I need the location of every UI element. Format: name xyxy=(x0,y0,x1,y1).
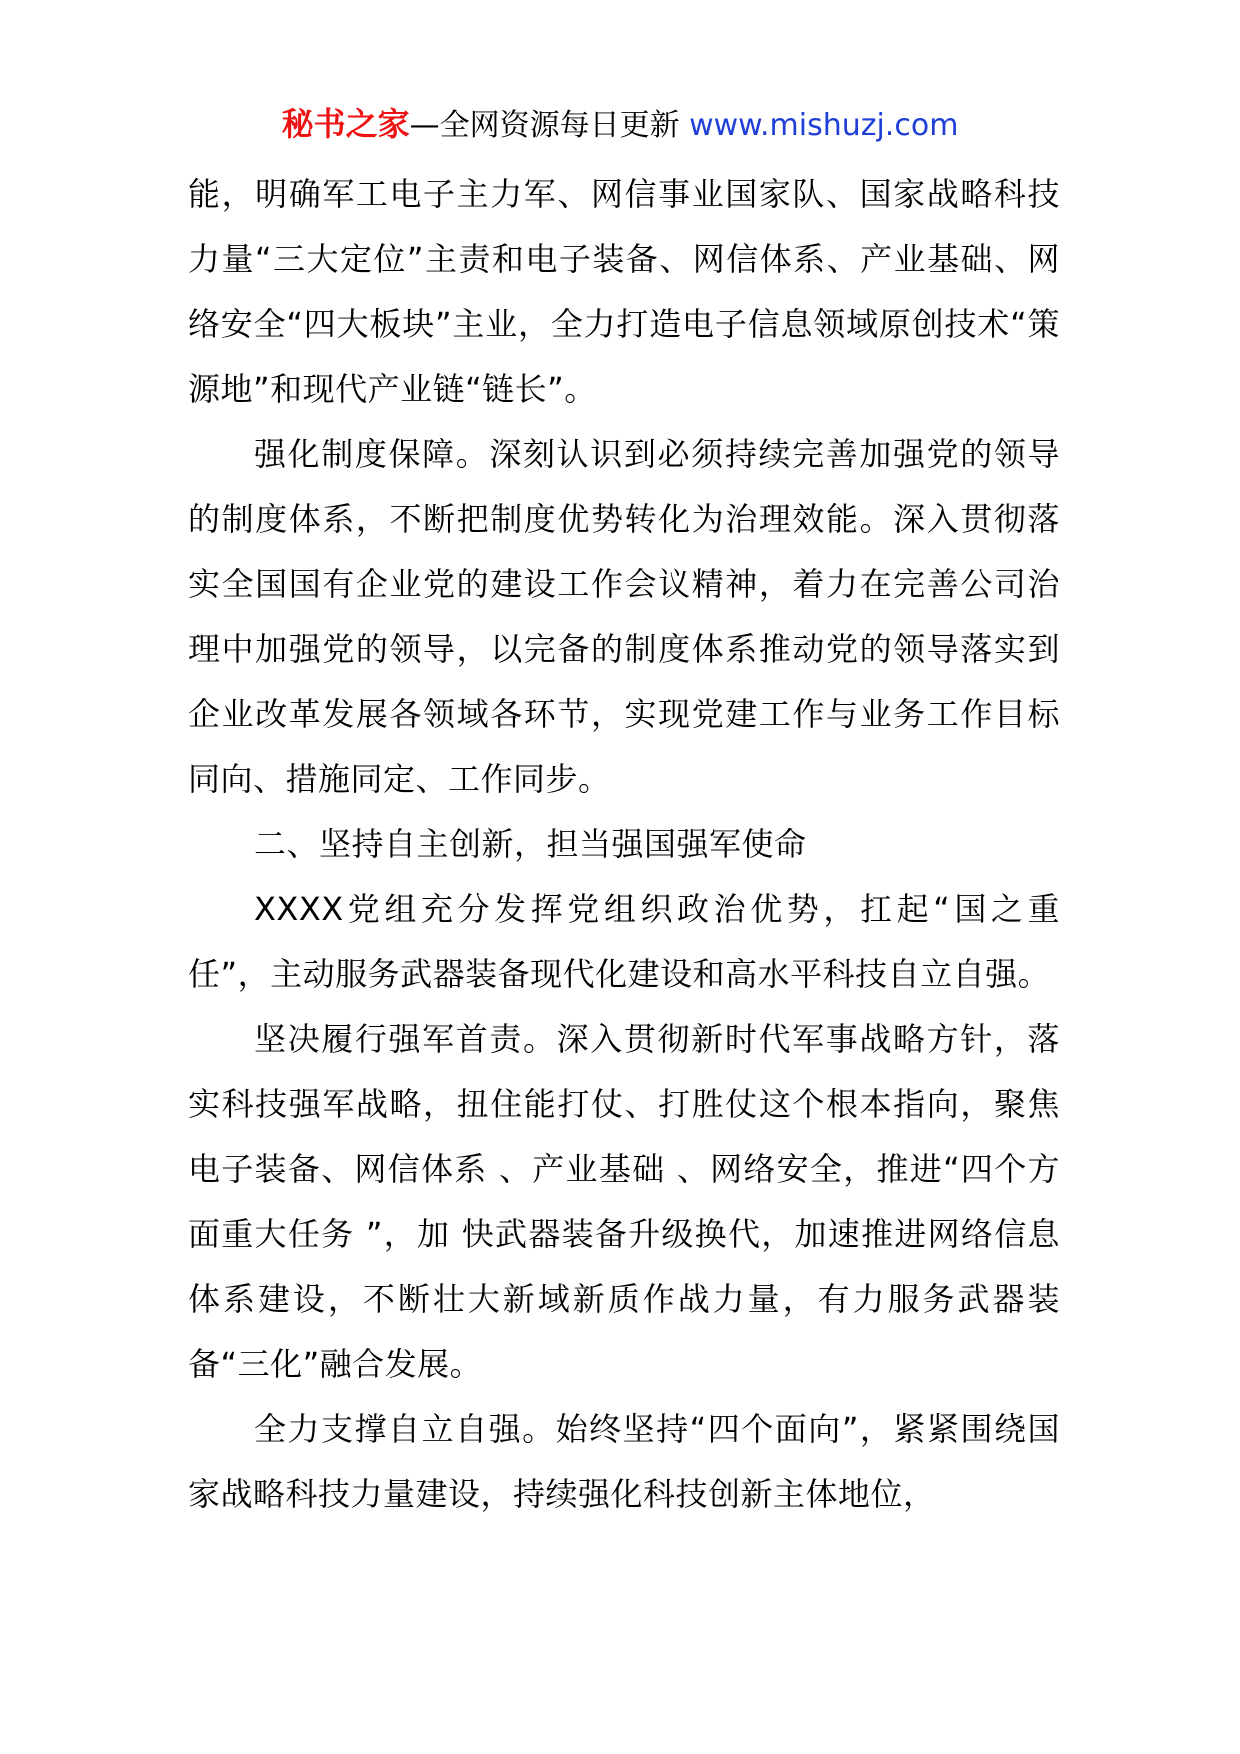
paragraph-military-duty: 坚决履行强军首责。深入贯彻新时代军事战略方针，落实科技强军战略，扭住能打仗、打胜仗这个根本指向，聚焦电子装备、网信体系 、产业基础 、网络安全，推进“四个方面重大任务 ”，加 快武器装备升级换代，加速推进网络信息体系建设，不断壮大新域新质作战力量，有力服务武器装备“三化”融合发展。 xyxy=(188,1020,1060,1383)
brand-name: 秘书之家 xyxy=(281,105,410,143)
paragraph-system-guarantee: 强化制度保障。深刻认识到必须持续完善加强党的领导的制度体系，不断把制度优势转化为治理效能。深入贯彻落实全国国有企业党的建设工作会议精神，着力在完善公司治理中加强党的领导，以完备的制度体系推动党的领导落实到企业改革发展各领域各环节，实现党建工作与业务工作目标同向、措施同定、工作同步。 xyxy=(188,435,1060,798)
paragraph-continuation: 能，明确军工电子主力军、网信事业国家队、国家战略科技力量“三大定位”主责和电子装备、网信体系、产业基础、网络安全“四大板块”主业，全力打造电子信息领域原创技术“策源地”和现代产业链“链长”。 xyxy=(188,175,1060,408)
header-slogan: —全网资源每日更新 xyxy=(409,108,680,143)
paragraph-party-group: XXXX党组充分发挥党组织政治优势，扛起“国之重任”，主动服务武器装备现代化建设和高水平科技自立自强。 xyxy=(188,890,1060,993)
website-url[interactable]: www.mishuzj.com xyxy=(679,108,959,143)
page-header xyxy=(0,100,1240,150)
paragraph-self-reliance: 全力支撑自立自强。始终坚持“四个面向”，紧紧围绕国家战略科技力量建设，持续强化科技创新主体地位， xyxy=(188,1410,1060,1513)
document-body xyxy=(188,162,1060,1527)
section-heading: 二、坚持自主创新，担当强国强军使命 xyxy=(254,825,807,863)
